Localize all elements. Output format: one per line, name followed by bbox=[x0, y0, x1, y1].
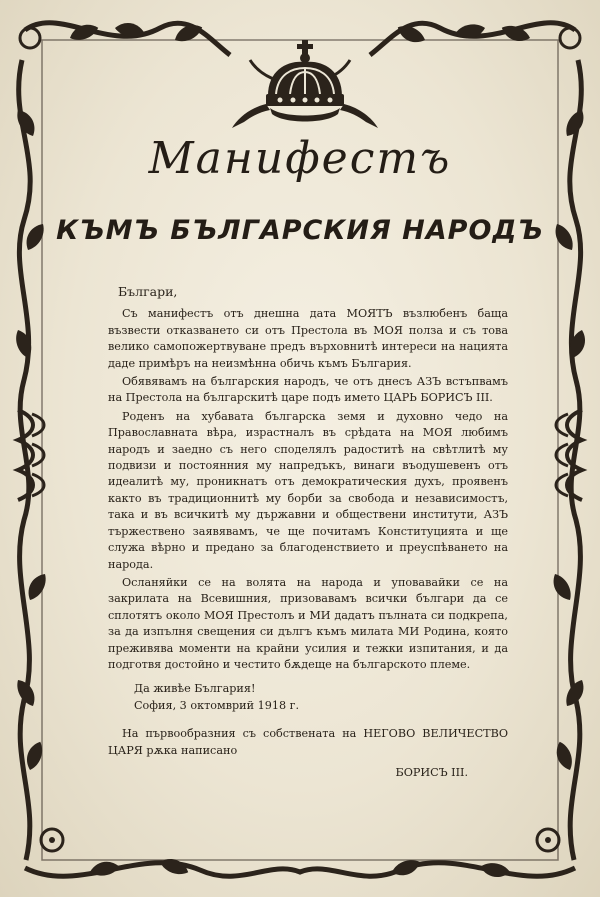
transcription-note: На първообразния съ собствената на НЕГОВО ВЕЛИЧЕСТВО ЦАРЯ рѫка написано bbox=[108, 727, 508, 757]
place-and-date: София, 3 октомврий 1918 г. bbox=[134, 698, 300, 712]
manifesto-body bbox=[108, 284, 508, 781]
greeting: Българи, bbox=[118, 284, 178, 299]
paragraph-1: Съ манифестъ отъ днешна дата МОЯТЪ възлюбенъ баща възвести отказването си отъ Престола въ МОЯ полза и съ това велико самопожертвуване предъ върховнитѣ интереси на нацията даде примѣръ на неизмѣнна обичь къмъ България. bbox=[108, 307, 508, 370]
paragraph-2: Обявявамъ на българския народъ, че отъ днесъ АЗЪ встъпвамъ на Престола на българскитѣ царе подъ името ЦАРЬ БОРИСЪ III. bbox=[108, 375, 508, 405]
royal-crown-icon bbox=[230, 38, 380, 130]
document-subtitle: КЪМЪ БЪЛГАРСКИЯ НАРОДЪ bbox=[56, 215, 544, 246]
paragraph-4: Осланяйки се на волята на народа и уповавайки се на закрилата на Всевишния, призовавамъ всички българи да се сплотятъ около МОЯ Престолъ и МИ дадатъ пълната си подкрепа, за да изпълня свещения си дългъ къмъ милата МИ Родина, която преживява моменти на крайни усилия и тежки изпитания, и да подготвя достойно и честито бѫдеще на българското племе. bbox=[108, 575, 508, 671]
closing-exclamation: Да живѣе България! bbox=[134, 682, 256, 696]
signature: БОРИСЪ III. bbox=[395, 765, 468, 779]
paragraph-3: Роденъ на хубавата българска земя и духовно чедо на Православната вѣра, израстналъ въ срѣдата на МОЯ любимъ народъ и заедно съ него споделялъ радоститѣ на свѣтлитѣ му подвизи и постоянния му напредъкъ, винаги въодушевенъ отъ идеалитѣ му, проникнатъ отъ демократическия духъ, проявенъ както въ традиционнитѣ му борби за свобода и независимостъ, така и въ всичкитѣ му държавни и обществени институти, АЗЪ тържествено заявявамъ, че ще почитамъ Конституцията и ще служа вѣрно и предано за благоденствието и преуспѣването на народа. bbox=[108, 409, 508, 571]
bottom-border-ornament bbox=[25, 829, 575, 879]
document-title: Манифестъ bbox=[148, 133, 452, 184]
